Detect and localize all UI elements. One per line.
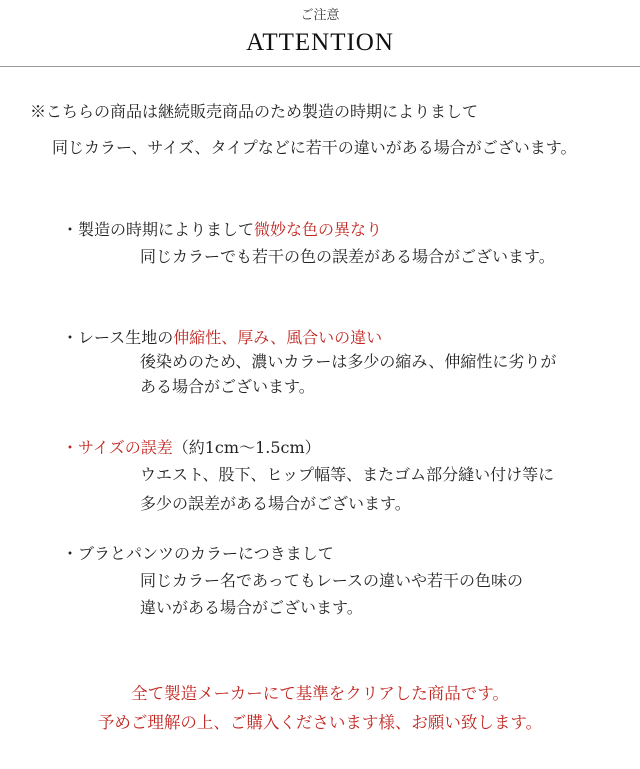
item-3-bullet: ・: [62, 438, 79, 457]
item-2-heading-highlight: 伸縮性、厚み、風合いの違い: [173, 328, 383, 347]
intro-line-2: 同じカラー、サイズ、タイプなどに若干の違いがある場合がございます。: [52, 138, 577, 157]
item-2-heading-text: レース生地の: [78, 328, 174, 347]
item-3-heading: [62, 437, 321, 459]
item-4-body-line-1: 同じカラー名であってもレースの違いや若干の色味の: [140, 571, 524, 590]
closing-line-1: 全て製造メーカーにて基準をクリアした商品です。: [131, 684, 509, 703]
item-1-heading: [62, 219, 382, 241]
item-2-bullet: ・: [62, 328, 79, 347]
item-1-heading-highlight: 微妙な色の異なり: [254, 220, 383, 239]
item-4-heading-text: ブラとパンツのカラーにつきまして: [78, 544, 334, 563]
item-2-heading: [62, 327, 382, 349]
item-4-heading: [62, 543, 334, 565]
item-1-heading-text: 製造の時期によりまして: [78, 220, 255, 239]
item-2-body-line-2: ある場合がございます。: [140, 377, 315, 396]
item-3-heading-tail: （約1cm〜1.5cm）: [172, 438, 321, 457]
item-1-bullet: ・: [62, 220, 79, 239]
item-3-heading-highlight: サイズの誤差: [78, 438, 173, 457]
item-4-bullet: ・: [62, 544, 79, 563]
intro-line-1: ※こちらの商品は継続販売商品のため製造の時期によりまして: [30, 102, 479, 121]
item-1-body-line-1: 同じカラーでも若干の色の誤差がある場合がございます。: [140, 247, 555, 266]
header-subtitle: ご注意: [300, 8, 340, 23]
attention-header: [0, 0, 640, 66]
item-3-body-line-2: 多少の誤差がある場合がございます。: [140, 494, 411, 513]
header-divider: [0, 66, 640, 67]
item-2-body-line-1: 後染めのため、濃いカラーは多少の縮み、伸縮性に劣りが: [140, 352, 557, 371]
item-3-body-line-1: ウエスト、股下、ヒップ幅等、またゴム部分縫い付け等に: [140, 465, 555, 484]
item-4-body-line-2: 違いがある場合がございます。: [140, 598, 363, 617]
header-title: ATTENTION: [246, 29, 394, 56]
closing-line-2: 予めご理解の上、ご購入くださいます様、お願い致します。: [97, 713, 543, 732]
